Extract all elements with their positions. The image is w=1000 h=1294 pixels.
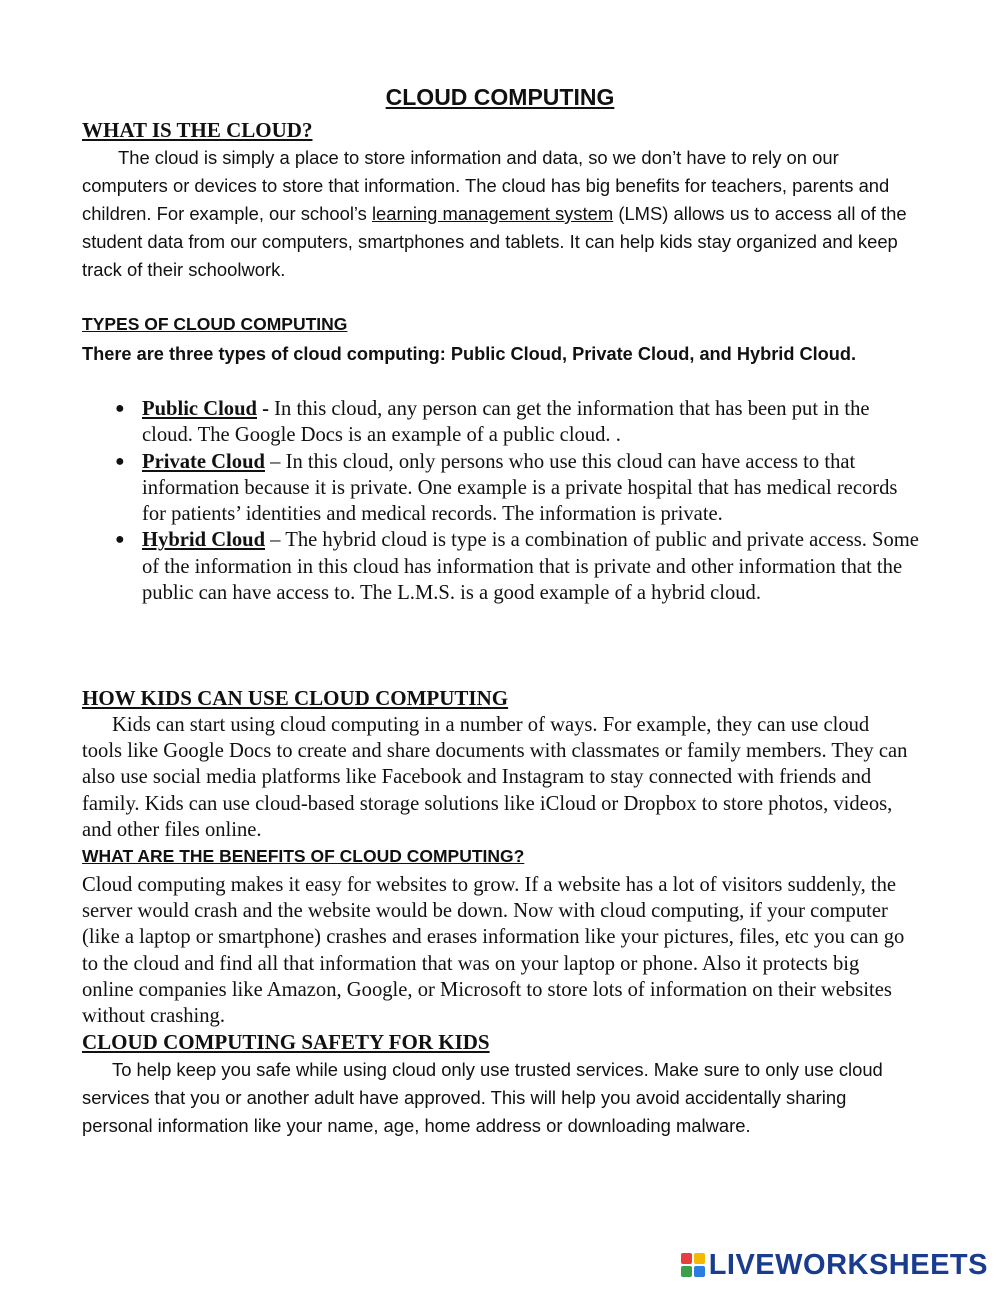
lms-link[interactable]: learning management system [371, 203, 614, 224]
bullet-icon: ● [115, 452, 125, 470]
term-separator: - [257, 398, 270, 420]
types-intro: There are three types of cloud computing: Public Cloud, Private Cloud, and Hybrid Cloud. [82, 344, 857, 364]
safety-paragraph [82, 1056, 918, 1140]
cloud-types-list [82, 396, 922, 606]
logo-wordmark: LIVEWORKSHEETS [708, 1248, 988, 1281]
section-heading-benefits: WHAT ARE THE BENEFITS OF CLOUD COMPUTING? [82, 846, 525, 866]
page-title: CLOUD COMPUTING [385, 84, 615, 110]
list-item-public-cloud [82, 396, 922, 449]
section-heading-kids-use: HOW KIDS CAN USE CLOUD COMPUTING [82, 686, 509, 710]
benefits-paragraph: Cloud computing makes it easy for websites to grow. If a website has a lot of visitors suddenly, the server would crash and the website would be down. Now with cloud computing, if your computer (like a laptop or smartphone) crashes and erases information like your pictures, files, etc you can go to the cloud and find all that information that was on your laptop or phone. Also it protects big online companies like Amazon, Google, or Microsoft to store lots of information on their websites without crashing. [82, 874, 905, 1028]
liveworksheets-logo [681, 1250, 988, 1280]
kids-use-paragraph [82, 712, 912, 843]
public-cloud-description: In this cloud, any person can get the information that has been put in the cloud. The Google Docs is an example of a public cloud. . [142, 398, 870, 447]
list-item-private-cloud [82, 449, 922, 528]
logo-block-green [681, 1266, 692, 1277]
term-private-cloud: Private Cloud [142, 450, 265, 473]
section-heading-types: TYPES OF CLOUD COMPUTING [82, 314, 348, 334]
hybrid-cloud-description: The hybrid cloud is type is a combination of public and private access. Some of the information in this cloud has information that is private and other information that the public can have access to. The L.M.S. is a good example of a hybrid cloud. [142, 529, 919, 605]
term-public-cloud: Public Cloud [142, 398, 258, 420]
kids-use-text: Kids can start using cloud computing in a number of ways. For example, they can use cloud tools like Google Docs to create and share documents with classmates or family members. They can also use social media platforms like Facebook and Instagram to stay connected with friends and family. Kids can use cloud-based storage solutions like iCloud or Dropbox to store photos, videos, and other files online. [82, 714, 908, 841]
section-heading-what-is-cloud: WHAT IS THE CLOUD? [82, 118, 313, 142]
safety-text: To help keep you safe while using cloud only use trusted services. Make sure to only use cloud services that you or another adult have approved. This will help you avoid accidentally sharing personal information like your name, age, home address or downloading malware. [82, 1059, 883, 1136]
bullet-icon: ● [115, 400, 125, 417]
term-separator: – [264, 450, 281, 473]
list-item-hybrid-cloud [82, 527, 922, 606]
what-is-cloud-text-before: The cloud is simply a place to store information and data, so we don’t have to rely on our computers or devices to store that information. The cloud has big benefits for teachers, parents and children. For example, our school’s [82, 147, 890, 224]
private-cloud-description: In this cloud, only persons who use this cloud can have access to that information because it is private. One example is a private hospital that has medical records for patients’ identities and medical records. The information is private. [142, 450, 898, 526]
what-is-cloud-paragraph [82, 144, 918, 284]
logo-block-yellow [694, 1253, 705, 1264]
what-is-cloud-text-after: (LMS) allows us to access all of the student data from our computers, smartphones and tablets. It can help kids stay organized and keep track of their schoolwork. [82, 203, 907, 280]
liveworksheets-logo-icon [681, 1253, 705, 1277]
term-separator: – [265, 529, 281, 552]
bullet-icon: ● [115, 531, 125, 549]
term-hybrid-cloud: Hybrid Cloud [142, 529, 266, 552]
logo-block-blue [694, 1266, 705, 1277]
logo-block-red [681, 1253, 692, 1264]
section-heading-safety: CLOUD COMPUTING SAFETY FOR KIDS [82, 1030, 490, 1054]
